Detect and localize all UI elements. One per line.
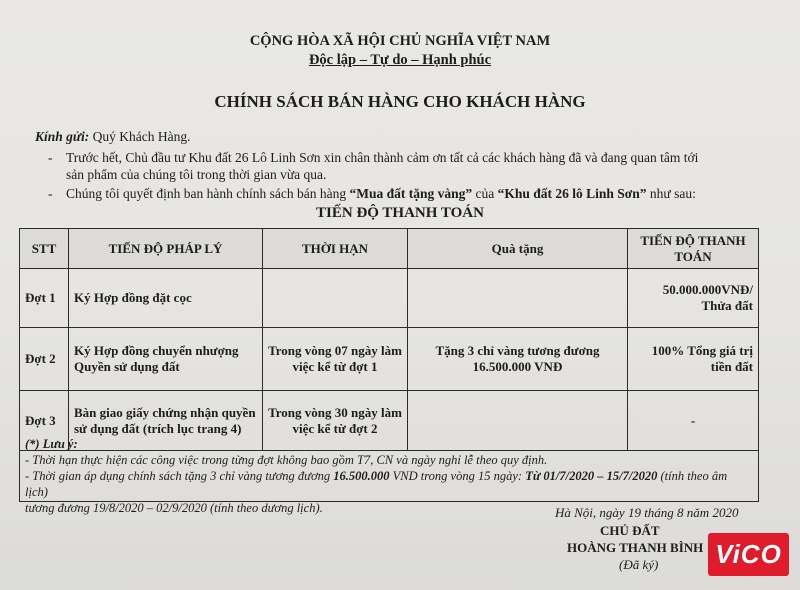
policy-text: Chúng tôi quyết định ban hành chính sách bán hàng “Mua đất tặng vàng” của “Khu đất 26 lô Linh Sơn” như sau: (66, 186, 696, 201)
cell-payment: - (628, 391, 759, 451)
table-header-row (20, 229, 759, 269)
bullet-dash: - (48, 150, 53, 165)
col-header-payment: TIẾN ĐỘ THANH TOÁN (628, 229, 759, 269)
greeting-label: Kính gửi: (35, 129, 90, 144)
cell-legal: Ký Hợp đồng chuyển nhượng Quyền sử dụng đất (69, 328, 263, 391)
cell-legal: Bàn giao giấy chứng nhận quyền sử dụng đất (trích lục trang 4) (69, 391, 263, 451)
note-date-range: Từ 01/7/2020 – 15/7/2020 (525, 469, 658, 483)
note-line: - Thời hạn thực hiện các công việc trong từng đợt không bao gồm T7, CN và ngày nghỉ lễ theo quy định. (25, 453, 548, 467)
notes-title: (*) Lưu ý: (25, 437, 78, 451)
note-amount: 16.500.000 (333, 469, 390, 483)
signature-role: CHỦ ĐẤT (600, 523, 660, 538)
greeting-recipient: Quý Khách Hàng. (89, 129, 191, 144)
table-row (20, 269, 759, 328)
intro-text: Trước hết, Chủ đầu tư Khu đất 26 Lô Linh Sơn xin chân thành cảm ơn tất cả các khách hàng đã và đang quan tâm tới sản phẩm của chúng tôi trong thời gian vừa qua. (66, 150, 699, 182)
table-row (20, 328, 759, 391)
note-line: tương đương 19/8/2020 – 02/9/2020 (tính theo dương lịch). (25, 501, 323, 515)
schedule-title: TIẾN ĐỘ THANH TOÁN (316, 205, 484, 221)
note-line: - Thời gian áp dụng chính sách tặng 3 chỉ vàng tương đương 16.500.000 VND trong vòng 15 ngày: Từ 01/7/2020 – 15/7/2020 (tính theo âm lịch) (25, 469, 728, 499)
cell-stt: Đợt 3 (20, 391, 69, 451)
cell-payment: 50.000.000VNĐ/ Thửa đất (628, 269, 759, 328)
greeting (35, 129, 190, 145)
col-header-legal: TIẾN ĐỘ PHÁP LÝ (69, 229, 263, 269)
cell-stt: Đợt 1 (20, 269, 69, 328)
payment-schedule-table (19, 228, 759, 451)
signature-date: Hà Nội, ngày 19 tháng 8 năm 2020 (555, 505, 739, 520)
cell-gift: Tặng 3 chỉ vàng tương đương 16.500.000 VNĐ (408, 328, 628, 391)
signature-name: HOÀNG THANH BÌNH (567, 540, 704, 555)
cell-payment: 100% Tổng giá trị tiền đất (628, 328, 759, 391)
policy-name: “Mua đất tặng vàng” (349, 186, 473, 201)
col-header-deadline: THỜI HẠN (263, 229, 408, 269)
signature-status: (Đã ký) (619, 557, 659, 572)
vico-logo: ViCO (708, 533, 789, 576)
cell-gift (408, 269, 628, 328)
bullet-dash: - (48, 186, 53, 201)
cell-deadline (263, 269, 408, 328)
cell-deadline: Trong vòng 30 ngày làm việc kể từ đợt 2 (263, 391, 408, 451)
project-name: “Khu đất 26 lô Linh Sơn” (497, 186, 647, 201)
col-header-gift: Quà tặng (408, 229, 628, 269)
national-header: CỘNG HÒA XÃ HỘI CHỦ NGHĨA VIỆT NAM (249, 33, 551, 49)
document-title: CHÍNH SÁCH BÁN HÀNG CHO KHÁCH HÀNG (214, 92, 586, 111)
cell-stt: Đợt 2 (20, 328, 69, 391)
national-motto: Độc lập – Tự do – Hạnh phúc (308, 52, 492, 68)
col-header-stt: STT (20, 229, 69, 269)
cell-deadline: Trong vòng 07 ngày làm việc kể từ đợt 1 (263, 328, 408, 391)
cell-legal: Ký Hợp đồng đặt cọc (69, 269, 263, 328)
